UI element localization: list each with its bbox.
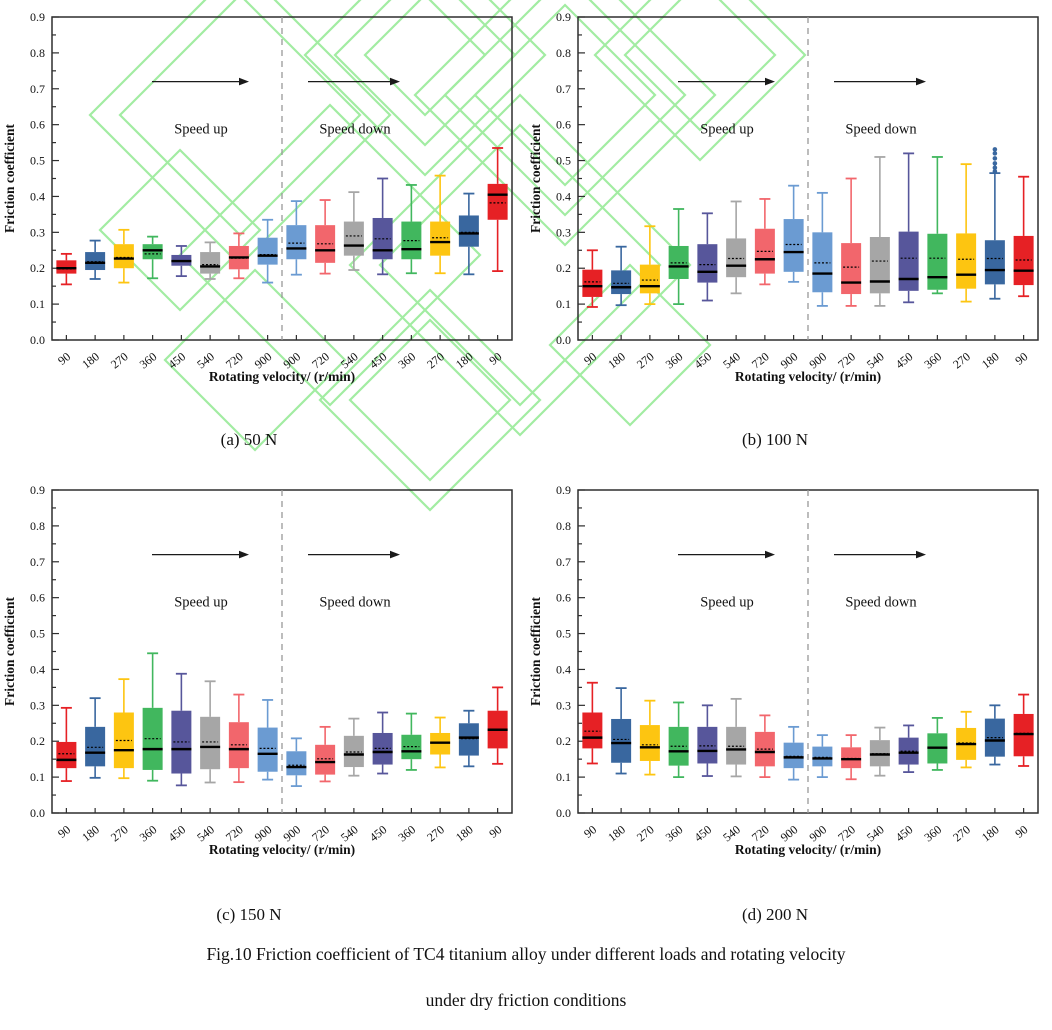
x-tick-label: 720: [748, 822, 772, 845]
x-tick-label: 720: [748, 349, 772, 372]
x-tick-label: 180: [978, 349, 1002, 372]
x-tick-label: 90: [55, 822, 74, 841]
box-900-speedup: [784, 186, 804, 282]
x-tick-label: 720: [309, 822, 332, 845]
y-tick-label: 0.8: [556, 45, 571, 60]
speed-down-label: Speed down: [845, 594, 917, 611]
panel-label-a: (a) 50 N: [220, 430, 278, 449]
x-tick-label: 270: [424, 349, 447, 372]
y-tick-label: 0.3: [556, 698, 571, 713]
box-360-speedup: [669, 702, 689, 777]
box-270-speedup: [640, 226, 660, 304]
y-tick-label: 0.5: [556, 153, 571, 168]
box-450-speeddown: [373, 713, 393, 774]
x-tick-label: 540: [337, 822, 361, 845]
box-900-speedup: [258, 220, 278, 283]
box-720-speedup: [229, 233, 249, 278]
box-900-speedup: [784, 727, 804, 780]
y-axis-title: Friction coefficient: [2, 596, 17, 707]
x-tick-label: 720: [222, 822, 246, 845]
chart-panel-a: [0, 0, 526, 415]
boxplot-b: [526, 0, 1052, 415]
x-tick-label: 180: [79, 349, 102, 372]
y-tick-label: 0.0: [556, 806, 571, 820]
box-180-speedup: [85, 241, 105, 279]
x-tick-label: 360: [662, 822, 686, 845]
x-tick-label: 900: [251, 349, 275, 372]
y-tick-label: 0.1: [556, 770, 571, 785]
x-axis-title: Rotating velocity/ (r/min): [208, 842, 356, 857]
box-180-speedup: [611, 247, 631, 305]
direction-arrow-head: [390, 551, 400, 559]
box-720-speedup: [755, 199, 775, 284]
box-360-speedup: [669, 209, 689, 304]
direction-arrow-head: [239, 551, 249, 559]
y-tick-label: 0.6: [556, 590, 571, 605]
box-450-speedup: [697, 213, 717, 300]
y-tick-label: 0.2: [30, 261, 45, 276]
outlier-point: [993, 161, 998, 166]
box-540-speedup: [200, 242, 220, 279]
box-540-speedup: [726, 699, 746, 777]
y-tick-label: 0.9: [556, 10, 571, 24]
speed-down-label: Speed down: [319, 594, 391, 611]
speed-down-label: Speed down: [845, 121, 917, 138]
y-tick-label: 0.8: [556, 518, 571, 533]
box-180-speeddown: [985, 705, 1005, 764]
x-tick-label: 360: [662, 349, 686, 372]
x-tick-label: 90: [581, 822, 600, 841]
box-270-speeddown: [430, 176, 450, 274]
chart-panel-d: [526, 473, 1052, 888]
direction-arrow-head: [239, 78, 249, 86]
y-tick-label: 0.0: [30, 333, 45, 347]
direction-arrow-head: [916, 78, 926, 86]
box-540-speeddown: [344, 719, 364, 776]
boxplot-c: [0, 473, 526, 888]
box-900-speedup: [258, 700, 278, 780]
x-tick-label: 360: [921, 349, 945, 372]
box-540-speeddown: [870, 728, 890, 776]
y-tick-label: 0.2: [556, 734, 571, 749]
y-tick-label: 0.8: [30, 45, 45, 60]
panel-label-c: (c) 150 N: [216, 905, 282, 924]
box-360-speeddown: [401, 714, 421, 770]
y-tick-label: 0.7: [30, 554, 45, 569]
y-tick-label: 0.4: [556, 189, 571, 204]
y-tick-label: 0.6: [556, 117, 571, 132]
box-900-speeddown: [812, 735, 832, 777]
x-tick-label: 720: [835, 822, 858, 845]
y-tick-label: 0.5: [30, 153, 45, 168]
x-tick-label: 180: [452, 822, 476, 845]
direction-arrow-head: [765, 78, 775, 86]
x-tick-label: 270: [633, 349, 657, 372]
y-tick-label: 0.4: [30, 189, 45, 204]
x-tick-label: 180: [605, 349, 628, 372]
box-90-speeddown: [488, 687, 508, 763]
x-tick-label: 900: [777, 822, 801, 845]
x-tick-label: 900: [280, 822, 304, 845]
box-270-speeddown: [956, 712, 976, 768]
x-tick-label: 270: [107, 349, 131, 372]
y-axis-title: Friction coefficient: [528, 596, 543, 707]
box-90-speedup: [582, 250, 602, 307]
x-tick-label: 450: [165, 349, 189, 372]
box-180-speedup: [611, 688, 631, 773]
outlier-point: [993, 156, 998, 161]
boxplot-a: [0, 0, 526, 415]
y-tick-label: 0.1: [30, 297, 45, 312]
box-450-speedup: [697, 705, 717, 776]
chart-panel-b: [526, 0, 1052, 415]
outlier-point: [993, 165, 998, 170]
y-tick-label: 0.9: [30, 483, 45, 497]
x-tick-label: 90: [1012, 822, 1031, 841]
x-tick-label: 180: [978, 822, 1002, 845]
box-720-speeddown: [315, 727, 335, 782]
x-tick-label: 540: [337, 349, 361, 372]
y-tick-label: 0.1: [30, 770, 45, 785]
y-tick-label: 0.6: [30, 117, 45, 132]
box-720-speedup: [755, 715, 775, 777]
outlier-point: [993, 147, 998, 152]
box-720-speeddown: [841, 179, 861, 306]
box-720-speeddown: [315, 200, 335, 274]
chart-panel-c: [0, 473, 526, 888]
box-180-speedup: [85, 698, 105, 778]
box-540-speeddown: [344, 192, 364, 270]
box-90-speeddown: [1014, 177, 1034, 297]
x-tick-label: 900: [777, 349, 801, 372]
x-tick-label: 540: [194, 822, 217, 845]
x-tick-label: 90: [1012, 349, 1031, 368]
boxplot-d: [526, 473, 1052, 888]
speed-down-label: Speed down: [319, 121, 391, 138]
x-tick-label: 540: [720, 822, 743, 845]
box-180-speeddown: [985, 147, 1005, 299]
box-270-speeddown: [430, 718, 450, 768]
panel-label-b: (b) 100 N: [741, 430, 809, 449]
x-tick-label: 180: [79, 822, 102, 845]
direction-arrow-head: [390, 78, 400, 86]
x-tick-label: 270: [107, 822, 131, 845]
y-tick-label: 0.7: [556, 81, 571, 96]
box-720-speedup: [229, 695, 249, 783]
x-tick-label: 450: [366, 822, 390, 845]
y-tick-label: 0.3: [30, 698, 45, 713]
y-tick-label: 0.4: [30, 662, 45, 677]
x-tick-label: 90: [55, 349, 74, 368]
y-tick-label: 0.9: [30, 10, 45, 24]
box-450-speedup: [171, 246, 191, 276]
box-900-speeddown: [812, 193, 832, 306]
box-900-speeddown: [286, 201, 306, 275]
box-540-speedup: [200, 681, 220, 782]
y-tick-label: 0.7: [30, 81, 45, 96]
box-360-speeddown: [401, 185, 421, 273]
box-450-speeddown: [899, 153, 919, 302]
direction-arrow-head: [765, 551, 775, 559]
box-90-speedup: [582, 683, 602, 764]
x-tick-label: 720: [835, 349, 858, 372]
x-tick-label: 360: [395, 822, 419, 845]
box-360-speeddown: [927, 718, 947, 770]
box-360-speeddown: [927, 157, 947, 293]
x-tick-label: 900: [806, 349, 830, 372]
y-tick-label: 0.8: [30, 518, 45, 533]
x-tick-label: 270: [424, 822, 447, 845]
box-90-speedup: [56, 254, 76, 285]
outlier-point: [993, 151, 998, 156]
box-180-speeddown: [459, 194, 479, 275]
x-tick-label: 450: [691, 349, 715, 372]
x-tick-label: 720: [309, 349, 332, 372]
y-tick-label: 0.9: [556, 483, 571, 497]
x-tick-label: 540: [720, 349, 743, 372]
x-tick-label: 540: [863, 349, 887, 372]
figure-caption-line2: under dry friction conditions: [425, 990, 627, 1010]
x-axis-title: Rotating velocity/ (r/min): [208, 369, 356, 384]
x-tick-label: 180: [452, 349, 476, 372]
x-tick-label: 360: [136, 822, 160, 845]
box-450-speeddown: [899, 725, 919, 772]
y-tick-label: 0.3: [30, 225, 45, 240]
y-tick-label: 0.2: [556, 261, 571, 276]
x-tick-label: 450: [892, 349, 916, 372]
box-270-speedup: [640, 701, 660, 775]
x-tick-label: 720: [222, 349, 246, 372]
x-tick-label: 360: [395, 349, 419, 372]
x-tick-label: 540: [863, 822, 887, 845]
box-270-speedup: [114, 230, 134, 283]
x-tick-label: 90: [486, 822, 505, 841]
x-tick-label: 450: [892, 822, 916, 845]
box-270-speedup: [114, 679, 134, 778]
box-360-speedup: [143, 237, 163, 279]
x-tick-label: 900: [806, 822, 830, 845]
box-720-speeddown: [841, 735, 861, 779]
y-axis-title: Friction coefficient: [2, 123, 17, 234]
x-axis-title: Rotating velocity/ (r/min): [734, 369, 882, 384]
direction-arrow-head: [916, 551, 926, 559]
box-450-speeddown: [373, 179, 393, 275]
panel-label-d: (d) 200 N: [741, 905, 809, 924]
box-360-speedup: [143, 653, 163, 780]
box-540-speedup: [726, 201, 746, 293]
x-tick-label: 360: [136, 349, 160, 372]
x-tick-label: 180: [605, 822, 628, 845]
box-90-speeddown: [488, 148, 508, 271]
x-tick-label: 900: [251, 822, 275, 845]
y-tick-label: 0.6: [30, 590, 45, 605]
x-tick-label: 270: [633, 822, 657, 845]
box-900-speeddown: [286, 738, 306, 786]
box-270-speeddown: [956, 164, 976, 301]
x-axis-title: Rotating velocity/ (r/min): [734, 842, 882, 857]
x-tick-label: 90: [486, 349, 505, 368]
speed-up-label: Speed up: [700, 121, 754, 138]
figure-caption-line1: Fig.10 Friction coefficient of TC4 titanium alloy under different loads and rotating velocity: [206, 944, 846, 964]
x-tick-label: 450: [691, 822, 715, 845]
x-tick-label: 360: [921, 822, 945, 845]
y-tick-label: 0.2: [30, 734, 45, 749]
y-tick-label: 0.0: [30, 806, 45, 820]
y-tick-label: 0.5: [556, 626, 571, 641]
speed-up-label: Speed up: [174, 594, 228, 611]
y-tick-label: 0.0: [556, 333, 571, 347]
speed-up-label: Speed up: [700, 594, 754, 611]
y-tick-label: 0.7: [556, 554, 571, 569]
y-axis-title: Friction coefficient: [528, 123, 543, 234]
box-90-speedup: [56, 708, 76, 781]
y-tick-label: 0.1: [556, 297, 571, 312]
box-180-speeddown: [459, 711, 479, 767]
box-540-speeddown: [870, 157, 890, 306]
y-tick-label: 0.5: [30, 626, 45, 641]
x-tick-label: 540: [194, 349, 217, 372]
x-tick-label: 450: [165, 822, 189, 845]
x-tick-label: 270: [950, 349, 973, 372]
box-450-speedup: [171, 674, 191, 786]
y-tick-label: 0.3: [556, 225, 571, 240]
box-90-speeddown: [1014, 695, 1034, 766]
x-tick-label: 450: [366, 349, 390, 372]
speed-up-label: Speed up: [174, 121, 228, 138]
x-tick-label: 900: [280, 349, 304, 372]
y-tick-label: 0.4: [556, 662, 571, 677]
x-tick-label: 270: [950, 822, 973, 845]
x-tick-label: 90: [581, 349, 600, 368]
